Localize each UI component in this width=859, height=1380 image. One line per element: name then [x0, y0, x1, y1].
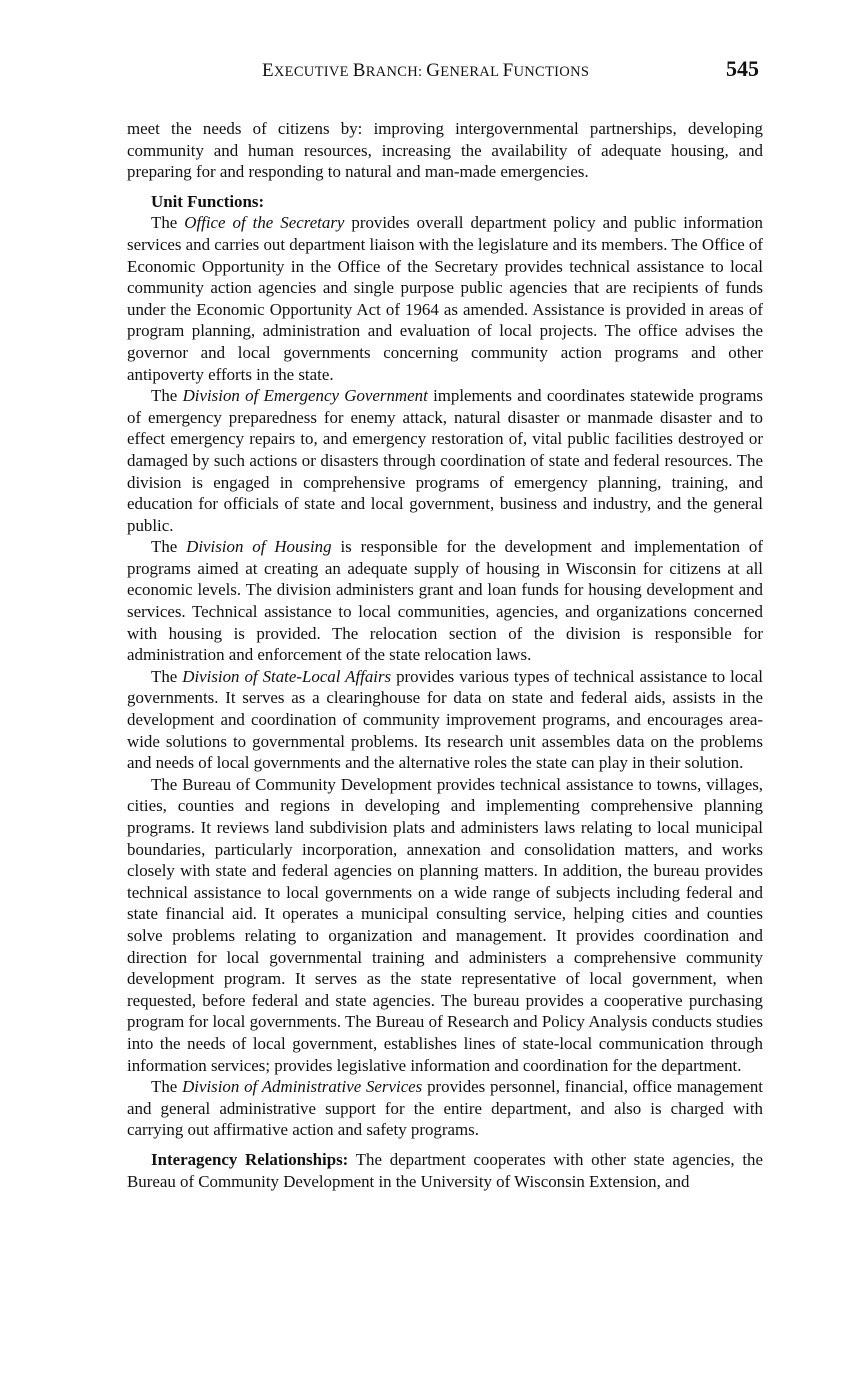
paragraph-text: is responsible for the development and implementation of programs aimed at creating an adequate supply of housing in Wisconsin for citizens at all economic levels. The division administers grant and loan funds for housing development and services. Technical assistance to local communities, agencies, and organizations concerned with housing is provided. The relocation section of the division is responsible for administration and enforcement of the state relocation laws.: [127, 537, 763, 665]
paragraph-administrative-services: [127, 1076, 763, 1141]
unit-name-state-local-affairs: Division of State-Local Affairs: [182, 666, 392, 686]
head-word-2: RANCH:: [365, 64, 427, 80]
running-head: [127, 52, 763, 88]
paragraph-community-development: The Bureau of Community Development provides technical assistance to towns, villages, cities, counties and regions in developing and implementing comprehensive planning programs. It reviews land subdivision plats and administers laws relating to local municipal boundaries, particularly incorporation, annexation and consolidation matters, and works closely with state and federal agencies on planning matters. In addition, the bureau provides technical assistance to local governments on a wide range of subjects including federal and state financial aid. It operates a municipal consulting service, helping cities and counties solve problems relating to organization and management. It provides coordination and direction for local governmental training and administers a comprehensive community development program. It serves as the state representative of local government, when requested, before federal and state agencies. The bureau provides a cooperative purchasing program for local governments. The Bureau of Research and Policy Analysis conducts studies into the needs of local government, establishes lines of state-local communication through information services; provides legislative information and coordination for the department.: [127, 774, 763, 1075]
running-head-title: [262, 60, 589, 82]
paragraph-text: The department cooperates with other state agencies, the Bureau of Community Development in the University of Wisconsin Extension, and: [127, 1149, 763, 1191]
paragraph-state-local-affairs: [127, 666, 763, 774]
head-word-4: UNCTIONS: [513, 64, 590, 80]
body-text: [127, 118, 763, 1192]
head-word-1: XECUTIVE: [273, 64, 353, 80]
head-initial-4: F: [502, 60, 514, 81]
head-initial-1: E: [262, 60, 274, 81]
intro-paragraph: meet the needs of citizens by: improving intergovernmental partnerships, developing community and human resources, increasing the availability of adequate housing, and preparing for and responding to natural and man-made emergencies.: [127, 119, 763, 182]
paragraph-office-of-secretary: [127, 212, 763, 385]
document-page: [127, 52, 763, 1192]
interagency-heading: Interagency Relationships:: [151, 1149, 349, 1169]
unit-name-office-of-secretary: Office of the Secretary: [184, 213, 345, 233]
paragraph-lead: The: [151, 666, 183, 686]
paragraph-emergency-government: [127, 385, 763, 536]
unit-name-administrative-services: Division of Administrative Services: [182, 1077, 423, 1097]
unit-functions-heading: Unit Functions:: [151, 191, 265, 211]
paragraph-lead: The: [151, 537, 187, 557]
paragraph-division-of-housing: [127, 536, 763, 666]
unit-name-emergency-government: Division of Emergency Government: [182, 386, 428, 406]
paragraph-text: provides various types of technical assistance to local governments. It serves as a clearinghouse for data on state and federal aids, assists in the development and coordination of community improvement programs, and encourages area-wide solutions to governmental problems. Its research unit assembles data on the problems and needs of local governments and the alternative roles the state can play in their solution.: [127, 666, 763, 773]
unit-name-division-of-housing: Division of Housing: [186, 537, 332, 557]
paragraph-lead: The: [151, 213, 185, 233]
paragraph-text: implements and coordinates statewide programs of emergency preparedness for enemy attack, natural disaster or manmade disaster and to effect emergency repairs to, and emergency restoration of, vital public facilities destroyed or damaged by such actions or disasters through coordination of state and federal resources. The division is engaged in comprehensive programs of emergency planning, training, and education for officials of state and local government, business and industry, and the general public.: [127, 386, 764, 535]
paragraph-lead: The: [151, 1077, 183, 1097]
paragraph-text: provides personnel, financial, office management and general administrative support for the entire department, and also is charged with carrying out affirmative action and safety programs.: [127, 1077, 763, 1140]
head-initial-2: B: [352, 60, 366, 81]
head-initial-3: G: [426, 60, 441, 81]
paragraph-text: provides overall department policy and public information services and carries out department liaison with the legislature and its members. The Office of Economic Opportunity in the Office of the Secretary provides technical assistance to local community action agencies and single purpose public agencies that are recipients of funds under the Economic Opportunity Act of 1964 as amended. Assistance is provided in areas of program planning, administration and evaluation of local projects. The office advises the governor and local governments concerning community action programs and other antipoverty efforts in the state.: [127, 213, 764, 384]
head-word-3: ENERAL: [440, 64, 503, 80]
paragraph-lead: The: [151, 386, 183, 406]
paragraph-interagency-relationships: [127, 1149, 763, 1192]
page-number: 545: [726, 56, 759, 81]
